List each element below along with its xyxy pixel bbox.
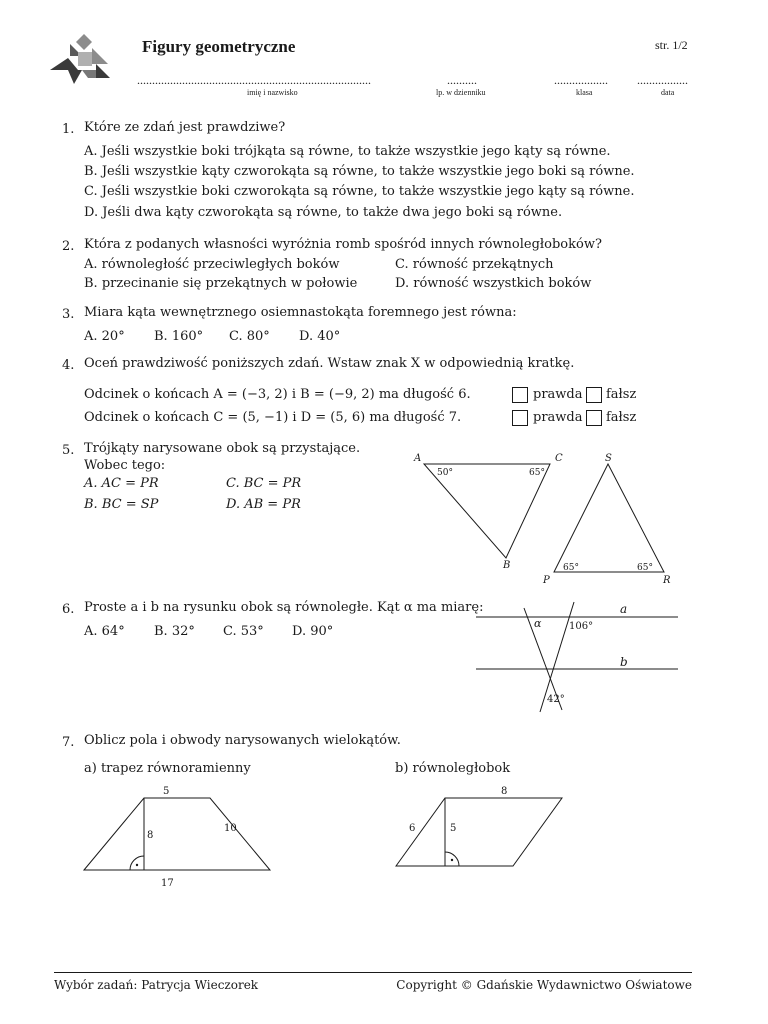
footer-copyright: Copyright © Gdańskie Wydawnictwo Oświatowe — [396, 978, 692, 992]
q2-option-c: C. równość przekątnych — [395, 257, 554, 272]
name-label: imię i nazwisko — [247, 88, 298, 97]
q4-row-2: Odcinek o końcach C = (5, −1) i D = (5, 6) ma długość 7. — [84, 410, 462, 425]
q4-row2-true-checkbox[interactable] — [512, 410, 528, 426]
lp-field[interactable]: .......... — [447, 73, 477, 87]
q3-number: 3. — [62, 307, 75, 322]
page-title: Figury geometryczne — [142, 37, 296, 56]
alpha-label: α — [534, 617, 542, 630]
para-top-label: 8 — [501, 786, 508, 797]
q5-option-a: A. AC = PR — [84, 476, 159, 491]
q5-number: 5. — [62, 443, 75, 458]
q4-row1-true-checkbox[interactable] — [512, 387, 528, 403]
q4-number: 4. — [62, 358, 75, 373]
angle-106-label: 106° — [569, 621, 594, 632]
line-a-label: a — [620, 602, 628, 616]
q4-row2-true-label: prawda — [533, 410, 583, 425]
para-side-label: 6 — [409, 823, 416, 834]
trap-side-label: 10 — [224, 823, 237, 834]
date-label: data — [661, 88, 675, 97]
q5-text2: Wobec tego: — [84, 458, 166, 473]
q1-option-a: A. Jeśli wszystkie boki trójkąta są równe, to także wszystkie jego kąty są równe. — [84, 144, 611, 159]
q2-text: Która z podanych własności wyróżnia romb spośród innych równoległoboków? — [84, 237, 602, 252]
q4-row2-false-checkbox[interactable] — [586, 410, 602, 426]
q4-row2-false-label: fałsz — [606, 410, 637, 425]
date-field[interactable]: ................. — [637, 73, 688, 87]
footer-author: Wybór zadań: Patrycja Wieczorek — [54, 978, 259, 992]
q4-row1-true-label: prawda — [533, 387, 583, 402]
q1-number: 1. — [62, 122, 75, 137]
q5-option-c: C. BC = PR — [226, 476, 302, 491]
q4-text: Oceń prawdziwość poniższych zdań. Wstaw znak X w odpowiednią kratkę. — [84, 356, 575, 371]
line-b-label: b — [620, 655, 628, 669]
vertex-b-label: B — [503, 560, 511, 571]
q6-option-c: C. 53° — [223, 624, 264, 639]
q3-text: Miara kąta wewnętrznego osiemnastokąta foremnego jest równa: — [84, 305, 517, 320]
para-height-label: 5 — [450, 823, 457, 834]
q6-number: 6. — [62, 602, 75, 617]
q2-option-d: D. równość wszystkich boków — [395, 276, 592, 291]
angle-r-label: 65° — [637, 563, 653, 573]
vertex-a-label: A — [414, 453, 422, 464]
trapezoid-figure — [78, 780, 278, 892]
q3-option-c: C. 80° — [229, 329, 270, 344]
trap-height-label: 8 — [147, 830, 154, 841]
q2-option-b: B. przecinanie się przekątnych w połowie — [84, 276, 358, 291]
q1-option-d: D. Jeśli dwa kąty czworokąta są równe, to także dwa jego boki są równe. — [84, 205, 563, 220]
q2-number: 2. — [62, 239, 75, 254]
q6-option-d: D. 90° — [292, 624, 334, 639]
trap-base-label: 17 — [161, 878, 174, 889]
q5-triangles-figure — [410, 448, 680, 588]
q4-row1-false-checkbox[interactable] — [586, 387, 602, 403]
angle-c-label: 65° — [529, 468, 545, 478]
vertex-r-label: R — [663, 575, 671, 586]
q5-option-b: B. BC = SP — [84, 497, 159, 512]
parallelogram-figure — [388, 780, 568, 880]
q6-text: Proste a i b na rysunku obok są równoległe. Kąt α ma miarę: — [84, 600, 484, 615]
angle-p-label: 65° — [563, 563, 579, 573]
class-field[interactable]: .................. — [554, 73, 608, 87]
footer-divider — [54, 972, 692, 973]
q7-number: 7. — [62, 735, 75, 750]
q6-option-a: A. 64° — [84, 624, 125, 639]
q6-parallel-lines-figure — [470, 598, 685, 716]
q2-option-a: A. równoległość przeciwległych boków — [84, 257, 340, 272]
q3-option-a: A. 20° — [84, 329, 125, 344]
lp-label: lp. w dzienniku — [436, 88, 486, 97]
vertex-s-label: S — [605, 453, 612, 464]
q1-text: Które ze zdań jest prawdziwe? — [84, 120, 286, 135]
page-number: str. 1/2 — [655, 38, 688, 52]
q3-option-b: B. 160° — [154, 329, 204, 344]
publisher-logo — [48, 34, 114, 86]
q5-text: Trójkąty narysowane obok są przystające. — [84, 441, 361, 456]
q7-text: Oblicz pola i obwody narysowanych wielokątów. — [84, 733, 401, 748]
q4-row1-false-label: fałsz — [606, 387, 637, 402]
vertex-c-label: C — [555, 453, 563, 464]
class-label: klasa — [576, 88, 593, 97]
q3-option-d: D. 40° — [299, 329, 341, 344]
q6-option-b: B. 32° — [154, 624, 195, 639]
q5-option-d: D. AB = PR — [226, 497, 301, 512]
trap-top-label: 5 — [163, 786, 170, 797]
angle-42-label: 42° — [547, 694, 565, 705]
angle-a-label: 50° — [437, 468, 453, 478]
q7-a-label: a) trapez równoramienny — [84, 761, 251, 776]
vertex-p-label: P — [543, 575, 550, 586]
name-field[interactable]: .............................................................................. — [137, 73, 371, 87]
q7-b-label: b) równoległobok — [395, 761, 511, 776]
q1-option-b: B. Jeśli wszystkie kąty czworokąta są równe, to także wszystkie jego boki są równe. — [84, 164, 635, 179]
q1-option-c: C. Jeśli wszystkie boki czworokąta są równe, to także wszystkie jego kąty są równe. — [84, 184, 635, 199]
q4-row-1: Odcinek o końcach A = (−3, 2) i B = (−9, 2) ma długość 6. — [84, 387, 471, 402]
